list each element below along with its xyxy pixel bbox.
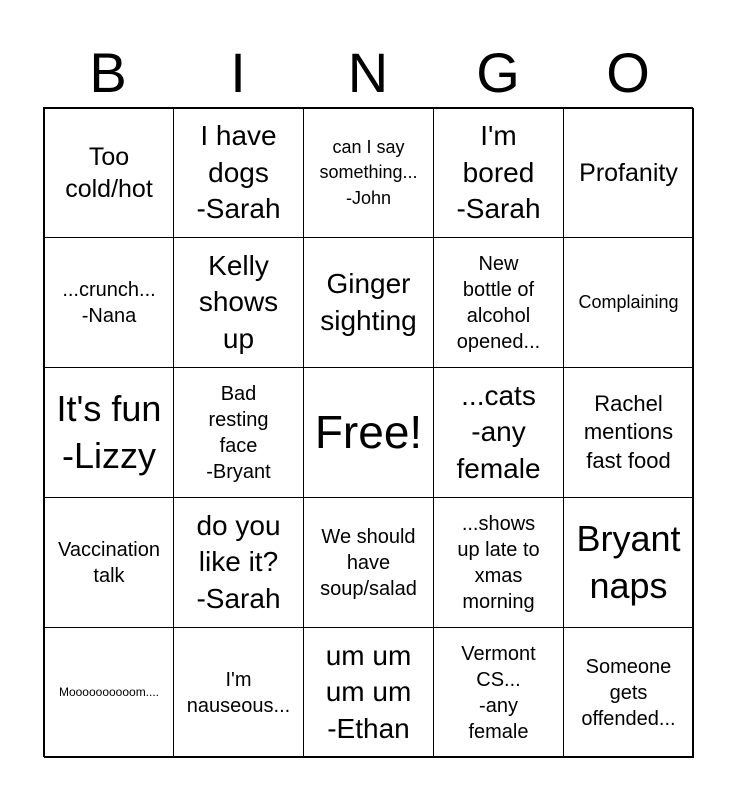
bingo-cell[interactable]: I'm nauseous...	[173, 627, 304, 758]
bingo-cell[interactable]: Profanity	[563, 108, 694, 238]
bingo-board	[43, 107, 693, 757]
header-letter-g: G	[476, 41, 520, 104]
bingo-cell[interactable]: Someone gets offended...	[563, 627, 694, 758]
bingo-cell[interactable]: can I say something... -John	[303, 108, 434, 238]
bingo-cell[interactable]: Kelly shows up	[173, 237, 304, 368]
bingo-cell[interactable]: Ginger sighting	[303, 237, 434, 368]
bingo-cell[interactable]: Bryant naps	[563, 497, 694, 628]
bingo-cell[interactable]: We should have soup/salad	[303, 497, 434, 628]
bingo-cell[interactable]: Complaining	[563, 237, 694, 368]
header-letter-i: I	[230, 41, 246, 104]
bingo-cell[interactable]: do you like it? -Sarah	[173, 497, 304, 628]
bingo-cell[interactable]: Bad resting face -Bryant	[173, 367, 304, 498]
bingo-cell[interactable]: ...shows up late to xmas morning	[433, 497, 564, 628]
bingo-cell[interactable]: I have dogs -Sarah	[173, 108, 304, 238]
bingo-cell[interactable]: ...crunch... -Nana	[44, 237, 174, 368]
header-letter-o: O	[606, 41, 650, 104]
bingo-cell[interactable]: I'm bored -Sarah	[433, 108, 564, 238]
bingo-cell[interactable]: Vaccination talk	[44, 497, 174, 628]
bingo-cell[interactable]: um um um um -Ethan	[303, 627, 434, 758]
bingo-cell[interactable]: Vermont CS... -any female	[433, 627, 564, 758]
bingo-cell[interactable]: It's fun -Lizzy	[44, 367, 174, 498]
header-letter-b: B	[89, 41, 127, 104]
header-letter-n: N	[347, 41, 389, 104]
bingo-cell[interactable]: ...cats -any female	[433, 367, 564, 498]
bingo-cell[interactable]: New bottle of alcohol opened...	[433, 237, 564, 368]
bingo-cell-free[interactable]: Free!	[303, 367, 434, 498]
bingo-cell[interactable]: Too cold/hot	[44, 108, 174, 238]
bingo-cell[interactable]: Rachel mentions fast food	[563, 367, 694, 498]
bingo-header	[43, 40, 693, 106]
bingo-cell[interactable]: Moooooooooom....	[44, 627, 174, 758]
